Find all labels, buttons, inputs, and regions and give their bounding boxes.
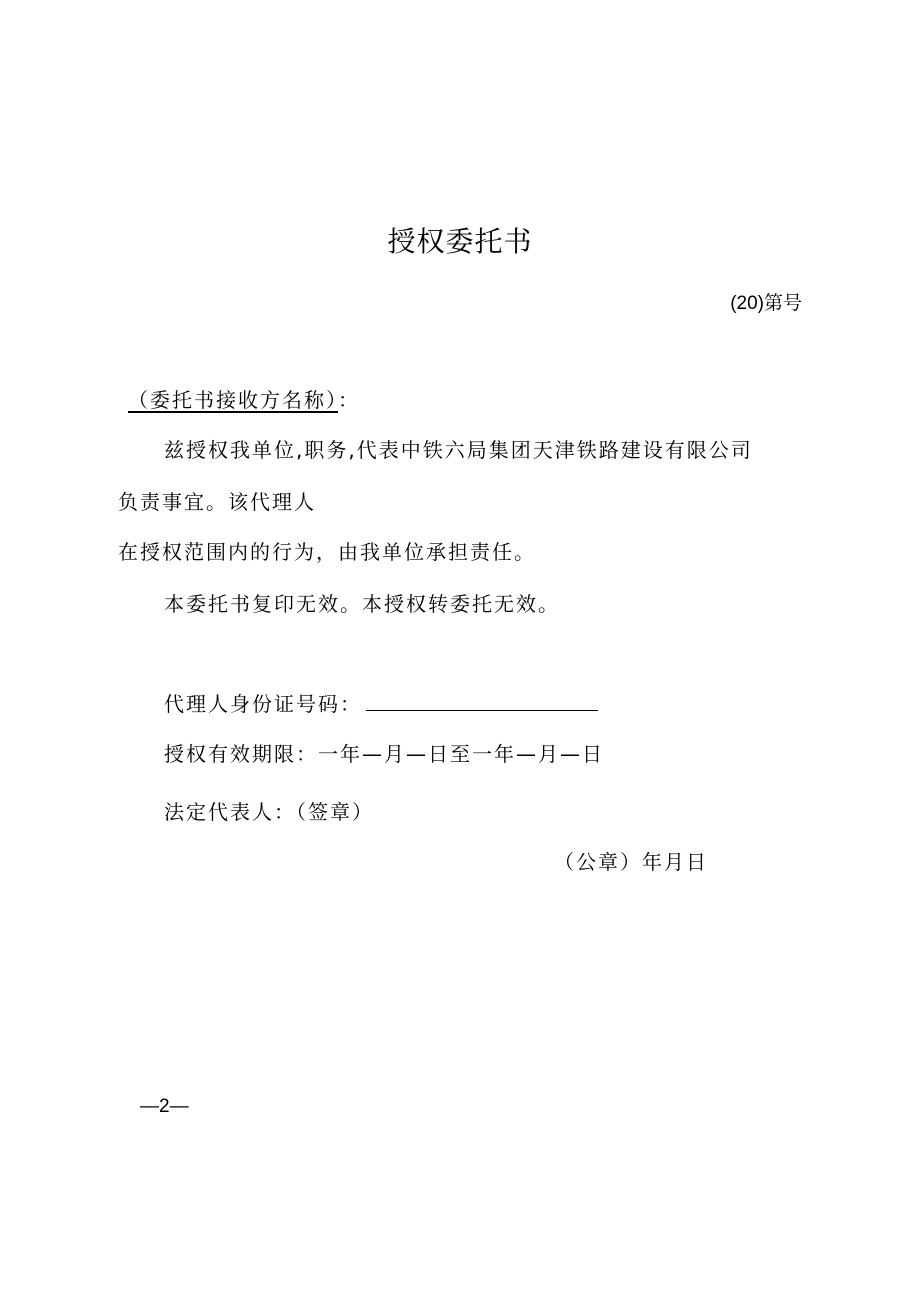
recipient-colon: ： [338, 388, 360, 412]
id-number-line [164, 690, 598, 718]
document-title: 授权委托书 [387, 225, 533, 258]
paragraph-validity-note: 本委托书复印无效。本授权转委托无效。 [164, 592, 560, 616]
paragraph-authorization: 兹授权我单位,职务,代表中铁六局集团天津铁路建设有限公司 [164, 438, 753, 462]
seal-date: （公章）年月日 [554, 850, 708, 874]
recipient-line [128, 386, 360, 414]
recipient-name: （委托书接收方名称） [128, 388, 338, 412]
page-number: —2— [140, 1096, 189, 1117]
paragraph-responsibility: 在授权范围内的行为，由我单位承担责任。 [118, 540, 536, 564]
id-number-label: 代理人身份证号码： [164, 692, 362, 716]
validity-period: 授权有效期限：一年—月—日至一年—月—日 [164, 742, 604, 766]
id-number-blank [366, 692, 598, 711]
document-number-suffix: 第号 [763, 292, 802, 314]
document-number [730, 290, 802, 317]
document-number-year: (20) [730, 293, 764, 314]
legal-representative: 法定代表人：（签章） [164, 800, 374, 824]
paragraph-matter: 负责事宜。该代理人 [118, 490, 316, 514]
